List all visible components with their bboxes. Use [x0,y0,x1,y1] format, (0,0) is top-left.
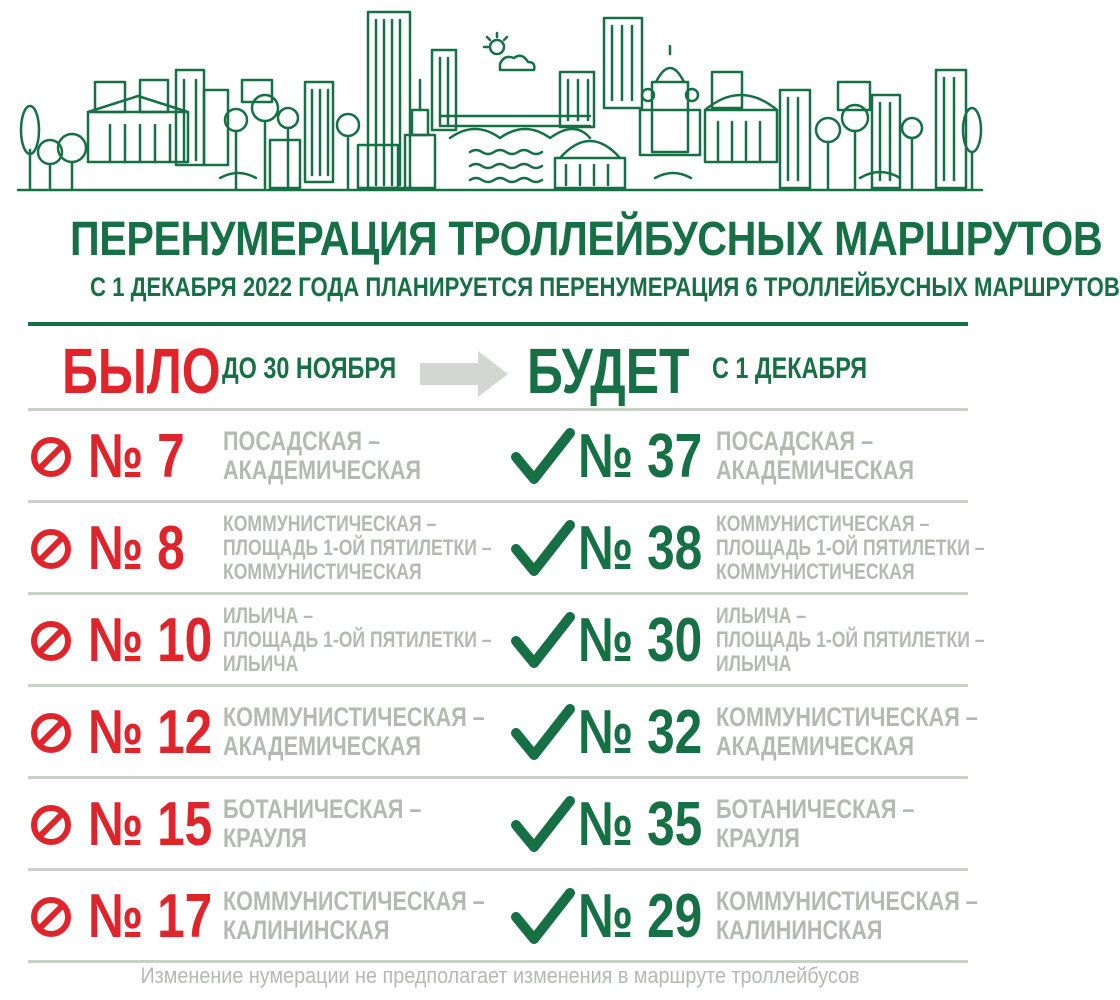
old-route-number: № 8 [88,513,185,583]
checkmark-icon [512,611,574,669]
old-route-description [223,687,485,777]
header-was-label: БЫЛО [62,335,221,407]
no-entry-icon [30,804,72,846]
route-line: ИЛЬИЧА [716,651,792,676]
route-line: КАЛИНИНСКАЯ [223,915,390,945]
old-route-description [223,503,492,593]
route-line: КРАУЛЯ [223,823,307,853]
new-route-number: № 35 [578,789,703,859]
old-route-description [223,871,485,961]
new-route-description [716,871,978,961]
route-line: КОММУНИСТИЧЕСКАЯ – [716,511,930,536]
page-subtitle: С 1 ДЕКАБРЯ 2022 ГОДА ПЛАНИРУЕТСЯ ПЕРЕНУМЕРАЦИЯ 6 ТРОЛЛЕЙБУСНЫХ МАРШРУТОВ [90,272,1120,302]
route-line: ИЛЬИЧА – [223,603,314,628]
route-line: ПЛОЩАДЬ 1-ОЙ ПЯТИЛЕТКИ – [716,535,985,560]
checkmark-icon [512,519,574,577]
header-will-label: БУДЕТ [527,335,690,407]
new-route-description [716,411,914,501]
new-route-description [716,779,914,869]
route-line: ПОСАДСКАЯ – [223,426,381,456]
no-entry-icon [30,528,72,570]
new-route-description [716,687,978,777]
title-divider [28,322,968,326]
route-row [0,871,1000,961]
header-was-date: ДО 30 НОЯБРЯ [222,352,397,385]
new-route-description [716,595,985,685]
route-line: АКАДЕМИЧЕСКАЯ [716,455,914,485]
route-line: ПЛОЩАДЬ 1-ОЙ ПЯТИЛЕТКИ – [716,627,985,652]
old-route-description [223,411,421,501]
route-line: АКАДЕМИЧЕСКАЯ [223,455,421,485]
old-route-number: № 12 [88,697,213,767]
route-line: КОММУНИСТИЧЕСКАЯ – [716,886,978,916]
route-line: КОММУНИСТИЧЕСКАЯ – [716,702,978,732]
checkmark-icon [512,795,574,853]
new-route-number: № 30 [578,605,703,675]
old-route-description [223,779,421,869]
header-will-date: С 1 ДЕКАБРЯ [712,352,868,385]
route-row [0,411,1000,501]
old-route-number: № 10 [88,605,213,675]
new-route-number: № 32 [578,697,703,767]
city-skyline-illustration [0,0,1000,200]
checkmark-icon [512,703,574,761]
route-line: ИЛЬИЧА [223,651,299,676]
route-line: КОММУНИСТИЧЕСКАЯ [223,559,422,584]
no-entry-icon [30,712,72,754]
footer-note: Изменение нумерации не предполагает изменения в маршруте троллейбусов [140,963,860,988]
route-line: КРАУЛЯ [716,823,800,853]
route-line: ПЛОЩАДЬ 1-ОЙ ПЯТИЛЕТКИ – [223,627,492,652]
no-entry-icon [30,620,72,662]
new-route-description [716,503,985,593]
old-route-number: № 15 [88,789,213,859]
route-row [0,779,1000,869]
route-line: КАЛИНИНСКАЯ [716,915,883,945]
no-entry-icon [30,896,72,938]
old-route-description [223,595,492,685]
page-title: ПЕРЕНУМЕРАЦИЯ ТРОЛЛЕЙБУСНЫХ МАРШРУТОВ [70,213,1103,266]
checkmark-icon [512,887,574,945]
old-route-number: № 17 [88,881,213,951]
old-route-number: № 7 [88,421,185,491]
route-line: КОММУНИСТИЧЕСКАЯ – [223,886,485,916]
route-line: БОТАНИЧЕСКАЯ – [223,794,422,824]
new-route-number: № 37 [578,421,703,491]
no-entry-icon [30,436,72,478]
new-route-number: № 29 [578,881,703,951]
route-line: ИЛЬИЧА – [716,603,807,628]
route-line: ПЛОЩАДЬ 1-ОЙ ПЯТИЛЕТКИ – [223,535,492,560]
route-line: ПОСАДСКАЯ – [716,426,874,456]
route-line: БОТАНИЧЕСКАЯ – [716,794,915,824]
route-line: КОММУНИСТИЧЕСКАЯ – [223,511,437,536]
route-row [0,595,1000,685]
route-row [0,503,1000,593]
checkmark-icon [512,427,574,485]
route-row [0,687,1000,777]
route-line: АКАДЕМИЧЕСКАЯ [223,731,421,761]
route-line: КОММУНИСТИЧЕСКАЯ – [223,702,485,732]
route-line: АКАДЕМИЧЕСКАЯ [716,731,914,761]
new-route-number: № 38 [578,513,703,583]
route-line: КОММУНИСТИЧЕСКАЯ [716,559,915,584]
right-arrow-icon [420,349,510,399]
